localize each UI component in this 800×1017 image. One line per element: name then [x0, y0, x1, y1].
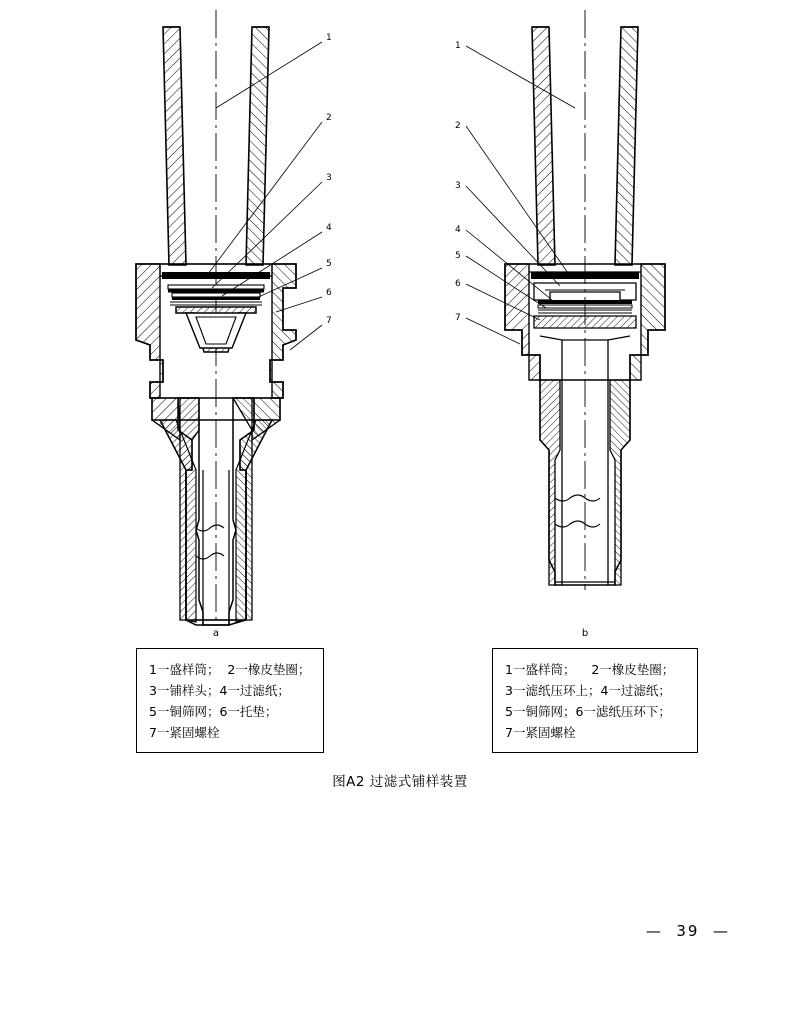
filter-stack-b — [534, 283, 636, 328]
rubber-gasket-b — [531, 272, 639, 279]
callout-b-1: 1 — [455, 41, 461, 51]
view-b — [455, 10, 665, 590]
legend-b-line-2: 3一滤纸压环上；4一过滤纸； — [505, 683, 671, 698]
legend-a — [136, 648, 324, 753]
callout-a-6: 6 — [326, 288, 332, 298]
figure-caption: 图A2 过滤式铺样装置 — [332, 774, 468, 790]
legend-b — [492, 648, 698, 753]
callout-a-4: 4 — [326, 223, 332, 233]
callout-a-2: 2 — [326, 113, 332, 123]
callout-numbers-b — [455, 41, 461, 323]
callout-b-6: 6 — [455, 279, 461, 289]
legend-b-line-3: 5一铜筛网；6一滤纸压环下； — [505, 704, 671, 719]
callout-a-3: 3 — [326, 173, 332, 183]
callout-b-2: 2 — [455, 121, 461, 131]
legend-a-line-1: 1一盛样筒； 2一橡皮垫圈； — [149, 662, 311, 677]
legend-b-line-4: 7一紧固螺栓 — [505, 725, 576, 740]
legend-a-line-3: 5一铜筛网；6一托垫； — [149, 704, 278, 719]
view-b-label: b — [581, 628, 589, 639]
callout-a-1: 1 — [326, 33, 332, 43]
filter-stack-a — [168, 285, 264, 305]
callout-a-5: 5 — [326, 259, 332, 269]
callout-b-5: 5 — [455, 251, 461, 261]
legend-b-line-1: 1一盛样筒； 2一橡皮垫圈； — [505, 662, 675, 677]
legend-a-line-4: 7一紧固螺栓 — [149, 725, 220, 740]
callout-b-3: 3 — [455, 181, 461, 191]
view-a — [136, 10, 332, 625]
callout-numbers-a — [326, 33, 332, 326]
view-a-label: a — [212, 628, 220, 639]
legend-a-line-2: 3一铺样头；4一过滤纸； — [149, 683, 290, 698]
callout-a-7: 7 — [326, 316, 332, 326]
callout-b-4: 4 — [455, 225, 461, 235]
callout-b-7: 7 — [455, 313, 461, 323]
support-pad-a — [176, 307, 256, 352]
page-number: — 39 — — [645, 922, 730, 940]
